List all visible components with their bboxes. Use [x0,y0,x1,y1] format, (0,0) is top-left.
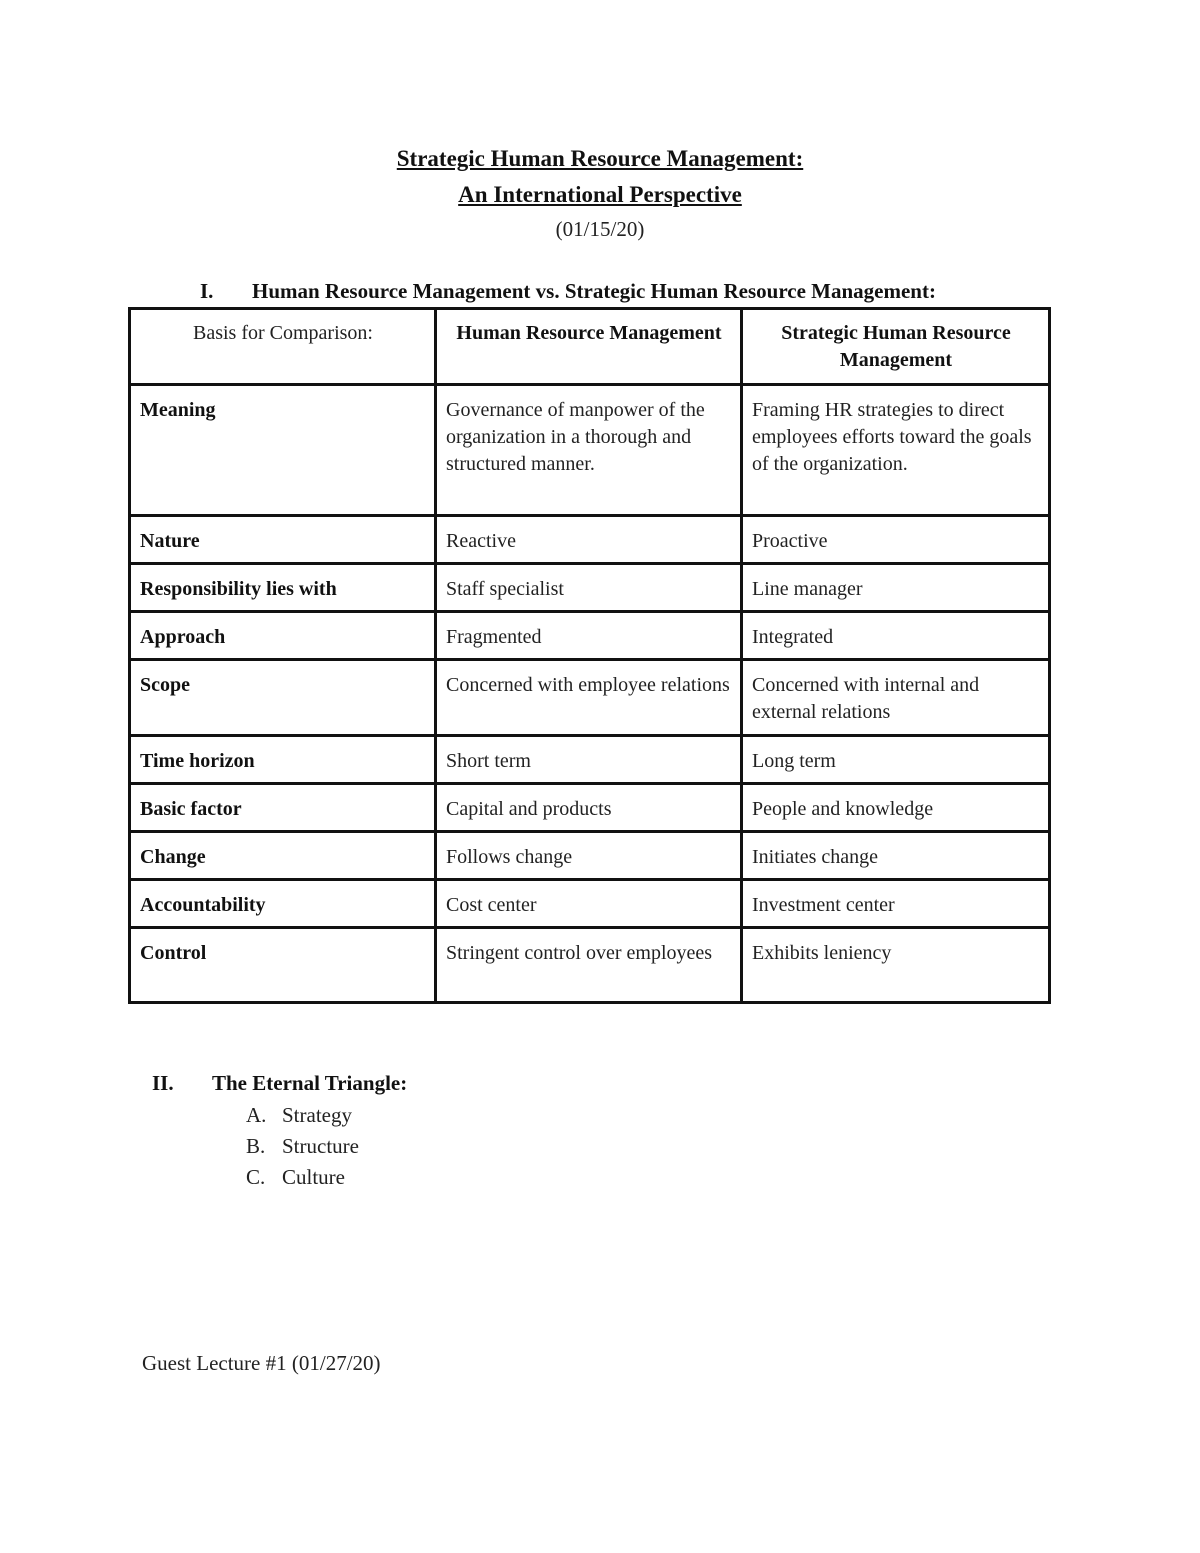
row-basis: Scope [130,660,436,736]
list-item-letter: C. [246,1165,266,1189]
list-item-text: Culture [282,1165,345,1189]
row-hrm: Reactive [436,516,742,564]
row-shrm: Long term [742,736,1050,784]
row-shrm: People and knowledge [742,784,1050,832]
row-basis: Responsibility lies with [130,564,436,612]
header-shrm: Strategic Human Resource Management [742,309,1050,385]
row-basis: Accountability [130,880,436,928]
section-1-title: Human Resource Management vs. Strategic Human Resource Management: [252,279,936,303]
row-shrm: Line manager [742,564,1050,612]
row-hrm: Concerned with employee relations [436,660,742,736]
table-row [130,612,1050,660]
table-row [130,385,1050,516]
row-basis: Nature [130,516,436,564]
comparison-table [128,307,1051,1004]
row-basis: Change [130,832,436,880]
table-row [130,928,1050,1003]
list-item-text: Strategy [282,1103,352,1127]
table-header-row [130,309,1050,385]
table-row [130,880,1050,928]
row-hrm: Cost center [436,880,742,928]
table-row [130,736,1050,784]
row-hrm: Stringent control over employees [436,928,742,1003]
list-item-letter: B. [246,1134,266,1158]
document-title-line-2: An International Perspective [458,182,742,207]
row-basis: Control [130,928,436,1003]
row-shrm: Investment center [742,880,1050,928]
row-hrm: Staff specialist [436,564,742,612]
row-shrm: Integrated [742,612,1050,660]
list-item [246,1131,359,1162]
table-row [130,660,1050,736]
row-shrm: Initiates change [742,832,1050,880]
row-basis: Time horizon [130,736,436,784]
section-2-number: II. [152,1071,174,1095]
list-item-text: Structure [282,1134,359,1158]
guest-lecture-note: Guest Lecture #1 (01/27/20) [142,1351,381,1375]
section-2-title: The Eternal Triangle: [212,1071,408,1095]
section-1-heading [200,277,936,305]
row-shrm: Proactive [742,516,1050,564]
table-row [130,832,1050,880]
row-basis: Approach [130,612,436,660]
list-item-letter: A. [246,1103,267,1127]
row-hrm: Capital and products [436,784,742,832]
row-shrm: Concerned with internal and external relations [742,660,1050,736]
eternal-triangle-list [246,1100,359,1193]
row-basis: Meaning [130,385,436,516]
row-hrm: Fragmented [436,612,742,660]
section-1-number: I. [200,279,214,303]
document-title-line-1: Strategic Human Resource Management: [396,146,804,171]
document-date: (01/15/20) [555,217,645,241]
table-row [130,516,1050,564]
table-row [130,784,1050,832]
list-item [246,1162,359,1193]
table-row [130,564,1050,612]
row-shrm: Framing HR strategies to direct employees efforts toward the goals of the organization. [742,385,1050,516]
header-basis: Basis for Comparison: [130,309,436,385]
row-basis: Basic factor [130,784,436,832]
header-hrm: Human Resource Management [436,309,742,385]
row-shrm: Exhibits leniency [742,928,1050,1003]
list-item [246,1100,359,1131]
row-hrm: Short term [436,736,742,784]
row-hrm: Governance of manpower of the organization in a thorough and structured manner. [436,385,742,516]
section-2-heading [152,1069,407,1097]
row-hrm: Follows change [436,832,742,880]
